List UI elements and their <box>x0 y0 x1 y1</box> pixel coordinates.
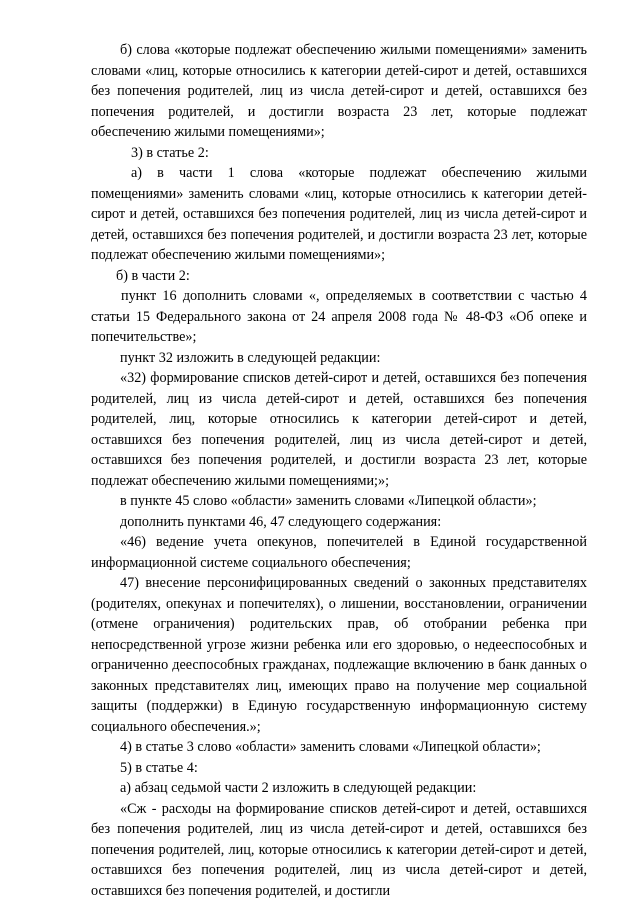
paragraph-11: 47) внесение персонифицированных сведений о законных представителях (родителях, опекунах и попечителях), о лишении, восстановлении, ограничении (отмене ограничения) родительских прав, об отобрании ребенка при непосредственной угрозе жизни ребенка или его здоровью, о недееспособных и ограниченно дееспособных гражданах, подлежащие включению в банк данных о законных представителях лиц, имеющих право на получение мер социальной защиты (поддержки) в Единую государственную информационную систему социального обеспечения.»; <box>91 575 587 735</box>
paragraph-13: 5) в статье 4: <box>120 759 198 776</box>
document-body <box>91 40 587 901</box>
paragraph-14: а) абзац седьмой части 2 изложить в следующей редакции: <box>120 780 477 796</box>
paragraph-6: пункт 32 изложить в следующей редакции: <box>120 349 381 366</box>
paragraph-10: «46) ведение учета опекунов, попечителей в Единой государственной информационной системе социального обеспечения; <box>91 534 587 571</box>
paragraph-7: «32) формирование списков детей-сирот и детей, оставшихся без попечения родителей, лиц из числа детей-сирот и детей, оставшихся без попечения родителей, лиц, которые относились к категории детей-сирот и детей, оставшихся без попечения родителей, лиц из числа детей-сирот и детей, оставшихся без попечения родителей, и достигли возраста 23 лет, которые подлежат обеспечению жилыми помещениями;»; <box>91 370 587 489</box>
paragraph-12: 4) в статье 3 слово «области» заменить словами «Липецкой области»; <box>120 739 541 755</box>
paragraph-9: дополнить пунктами 46, 47 следующего содержания: <box>120 513 442 530</box>
paragraph-15: «Сж - расходы на формирование списков детей-сирот и детей, оставшихся без попечения родителей, лиц из числа детей-сирот и детей, оставшихся без попечения родителей, лиц, которые относились к категории детей-сирот и детей, оставшихся без попечения родителей, лиц из числа детей-сирот и детей, оставшихся без попечения родителей, и достигли <box>91 800 587 899</box>
paragraph-8: в пункте 45 слово «области» заменить словами «Липецкой области»; <box>120 493 537 509</box>
paragraph-2: 3) в статье 2: <box>131 144 209 161</box>
paragraph-5: пункт 16 дополнить словами «, определяемых в соответствии с частью 4 статьи 15 Федерального закона от 24 апреля 2008 года № 48-ФЗ «Об опеке и попечительстве»; <box>91 288 587 345</box>
paragraph-4: б) в части 2: <box>116 267 190 284</box>
paragraph-3: а) в части 1 слова «которые подлежат обеспечению жилыми помещениями» заменить словами «лиц, которые относились к категории детей-сирот и детей, оставшихся без попечения родителей, лиц из числа детей-сирот и детей, оставшихся без попечения родителей, и достигли возраста 23 лет, которые подлежат обеспечению жилыми помещениями»; <box>91 165 587 263</box>
paragraph-1: б) слова «которые подлежат обеспечению жилыми помещениями» заменить словами «лиц, которые относились к категории детей-сирот и детей, оставшихся без попечения родителей, лиц из числа детей-сирот и детей, оставшихся без попечения родителей, и достигли возраста 23 лет, которые подлежат обеспечению жилыми помещениями»; <box>91 42 587 140</box>
